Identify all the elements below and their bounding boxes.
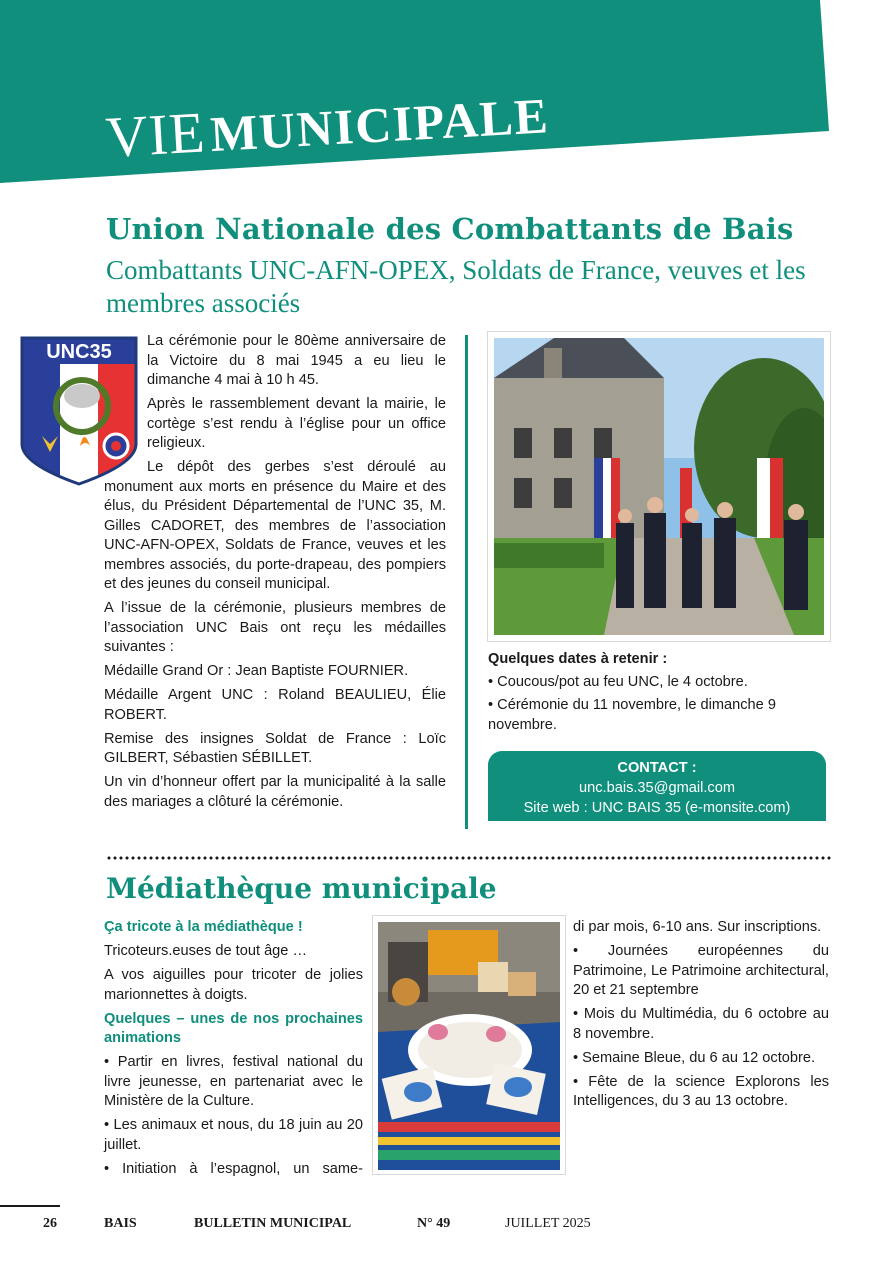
dates-item: • Coucous/pot au feu UNC, le 4 octobre. [488, 673, 748, 690]
unc-article-subtitle: Combattants UNC-AFN-OPEX, Soldats de France, veuves et les membres associés [106, 255, 806, 318]
section-title-light: VIE [104, 99, 208, 170]
mediatheque-title: Médiathèque municipale [106, 872, 497, 905]
animation-item: • Partir en livres, festival national du livre jeunesse, en partenariat avec le Ministère de la Culture. [104, 1054, 363, 1109]
column-divider [465, 335, 468, 829]
footer-rule [0, 1205, 60, 1207]
unc-paragraph: Médaille Argent UNC : Roland BEAULIEU, Élie ROBERT. [104, 687, 446, 723]
mediatheque-paragraph: A vos aiguilles pour tricoter de jolies marionnettes à doigts. [104, 967, 363, 1003]
animation-item: • Fête de la science Explorons les Intelligences, du 3 au 13 octobre. [573, 1073, 829, 1109]
animation-item: • Les animaux et nous, du 18 juin au 20 juillet. [104, 1117, 363, 1153]
unc-paragraph: La cérémonie pour le 80ème anniversaire de la Victoire du 8 mai 1945 a eu lieu le dimanche 4 mai à 10 h 45. [147, 333, 446, 388]
ceremony-photo [487, 331, 831, 642]
contact-title: CONTACT : [617, 760, 697, 776]
footer-bulletin: BULLETIN MUNICIPAL [194, 1216, 352, 1231]
unc-paragraph: Remise des insignes Soldat de France : Loïc GILBERT, Sébastien SÉBILLET. [104, 730, 446, 766]
unc-paragraph: A l’issue de la cérémonie, plusieurs membres de l’association UNC Bais ont reçu les médailles suivantes : [104, 600, 446, 655]
mediatheque-subheading: Quelques – unes de nos prochaines animations [104, 1010, 363, 1046]
dates-heading: Quelques dates à retenir : [488, 651, 668, 667]
mediatheque-column-1 [104, 918, 363, 1184]
section-banner [0, 0, 892, 200]
unc-paragraph: Un vin d’honneur offert par la municipalité à la salle des mariages a clôturé la cérémonie. [104, 774, 446, 810]
unc-dates [488, 650, 833, 739]
unc-paragraph: Médaille Grand Or : Jean Baptiste FOURNIER. [104, 663, 409, 679]
page-number: 26 [43, 1216, 57, 1231]
animation-item: • Journées européennes du Patrimoine, Le Patrimoine architectural, 20 et 21 septembre [573, 943, 829, 998]
contact-box [488, 751, 826, 821]
mediatheque-column-2 [573, 918, 829, 1116]
unc-article-body [104, 332, 446, 817]
dates-item: • Cérémonie du 11 novembre, le dimanche 9 novembre. [488, 697, 776, 733]
animation-item: • Semaine Bleue, du 6 au 12 octobre. [573, 1049, 816, 1066]
logo-text: UNC35 [46, 341, 112, 363]
footer-issue: N° 49 [417, 1216, 451, 1231]
contact-email[interactable]: unc.bais.35@gmail.com [579, 780, 735, 796]
section-title-bold: MUNICIPALE [208, 87, 551, 163]
contact-website[interactable]: Site web : UNC BAIS 35 (e-monsite.com) [523, 800, 791, 816]
dotted-separator [106, 855, 832, 861]
footer-date: JUILLET 2025 [505, 1216, 591, 1231]
unc-paragraph: Après le rassemblement devant la mairie, le cortège s’est rendu à l’église pour un office religieux. [147, 396, 446, 451]
knitting-photo [372, 915, 566, 1175]
unc-paragraph: Le dépôt des gerbes s’est déroulé au monument aux morts en présence du Maire et des élus, du Président Départemental de l’UNC 35, M. Gilles CADORET, des membres de l’association UNC-AFN-OPEX, Soldats de France, veuves et les membres associés, du porte-drapeau, des pompiers et des jeunes du conseil municipal. [104, 459, 446, 592]
animation-item: di par mois, 6-10 ans. Sur inscriptions. [573, 919, 822, 935]
unc-article-title: Union Nationale des Combattants de Bais [106, 212, 794, 246]
animation-item: • Initiation à l’espagnol, un same- [104, 1160, 363, 1177]
footer-town: BAIS [104, 1216, 137, 1231]
mediatheque-subheading: Ça tricote à la médiathèque ! [104, 919, 303, 935]
animation-item: • Mois du Multimédia, du 6 octobre au 8 novembre. [573, 1006, 829, 1042]
mediatheque-paragraph: Tricoteurs.euses de tout âge … [104, 943, 308, 959]
